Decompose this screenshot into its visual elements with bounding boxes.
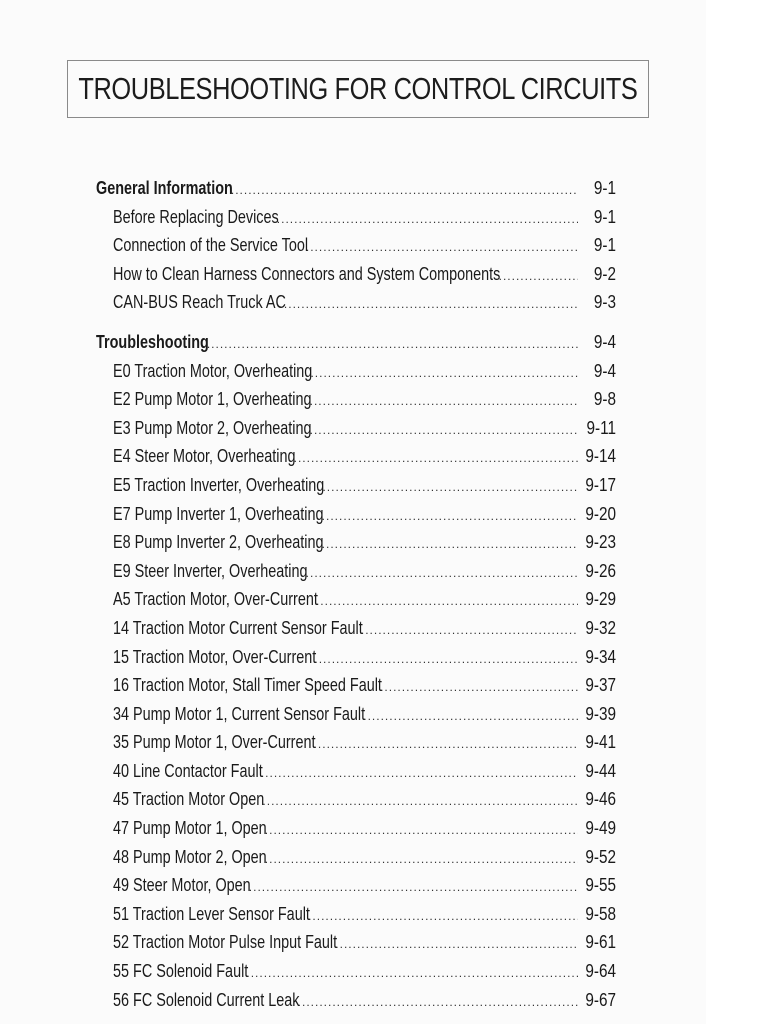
toc-entry[interactable] [96,986,616,1015]
toc-entry[interactable] [96,728,616,757]
table-of-contents [96,174,616,1025]
dot-leader [308,902,578,931]
dot-leader [322,530,578,559]
toc-page-number: 9-64 [585,961,616,982]
toc-page-number: 9-49 [585,818,616,839]
toc-entry[interactable] [96,957,616,986]
toc-entry[interactable] [96,557,616,586]
dot-leader [310,387,578,416]
dot-leader [207,330,578,359]
dot-leader [262,787,578,816]
toc-entry[interactable] [96,414,616,443]
toc-entry[interactable] [96,871,616,900]
toc-entry-label: E3 Pump Motor 2, Overheating [113,417,312,438]
toc-entry-label: A5 Traction Motor, Over-Current [113,589,318,610]
toc-entry-label: E5 Traction Inverter, Overheating [113,474,325,495]
toc-section [96,328,616,1014]
toc-page-number: 9-32 [585,617,616,638]
toc-page-number: 9-34 [585,646,616,667]
toc-entry-label: CAN-BUS Reach Truck AC [113,292,286,313]
toc-page-number: 9-14 [585,446,616,467]
toc-entry-label: Before Replacing Devices [113,206,279,227]
toc-page-number: 9-17 [585,474,616,495]
toc-entry-label: E9 Steer Inverter, Overheating [113,560,308,581]
toc-page-number: 9-41 [585,732,616,753]
toc-page-number: 9-29 [585,589,616,610]
dot-leader [306,233,578,262]
toc-page-number: 9-39 [585,703,616,724]
toc-entry-label: 15 Traction Motor, Over-Current [113,646,317,667]
toc-entry-label: 40 Line Contactor Fault [113,760,263,781]
dot-leader [294,444,578,473]
toc-entry[interactable] [96,928,616,957]
toc-entry[interactable] [96,900,616,929]
dot-leader [284,290,578,319]
dot-leader [314,730,578,759]
toc-entry[interactable] [96,585,616,614]
toc-entry-label: 14 Traction Motor Current Sensor Fault [113,617,363,638]
toc-entry-label: 47 Pump Motor 1, Open [113,818,267,839]
toc-entry[interactable] [96,614,616,643]
toc-page-number: 9-3 [593,292,616,313]
toc-page-number: 9-58 [585,903,616,924]
toc-entry-label: E4 Steer Motor, Overheating [113,446,296,467]
toc-entry-label: E2 Pump Motor 1, Overheating [113,389,312,410]
toc-entry[interactable] [96,500,616,529]
toc-page-number: 9-11 [586,417,616,438]
dot-leader [277,205,578,234]
toc-page-number: 9-8 [593,389,616,410]
toc-page-number: 9-1 [593,206,616,227]
toc-entry-label: 55 FC Solenoid Fault [113,961,249,982]
toc-entry-label: 16 Traction Motor, Stall Timer Speed Fault [113,675,382,696]
toc-entry[interactable] [96,385,616,414]
toc-entry-label: 48 Pump Motor 2, Open [113,846,267,867]
dot-leader [363,702,578,731]
toc-page-number: 9-61 [585,932,616,953]
dot-leader [322,473,578,502]
toc-entry[interactable] [96,757,616,786]
toc-entry[interactable] [96,671,616,700]
toc-entry[interactable] [96,260,616,289]
toc-page-number: 9-37 [585,675,616,696]
toc-entry[interactable] [96,203,616,232]
dot-leader [380,673,578,702]
toc-entry[interactable] [96,643,616,672]
page-title: TROUBLESHOOTING FOR CONTROL CIRCUITS [78,71,638,106]
toc-entry[interactable] [96,471,616,500]
dot-leader [261,759,578,788]
toc-entry[interactable] [96,700,616,729]
toc-entry[interactable] [96,288,616,317]
toc-entry-label: E8 Pump Inverter 2, Overheating [113,532,324,553]
toc-entry-label: Connection of the Service Tool [113,235,309,256]
toc-page-number: 9-4 [593,360,616,381]
toc-entry-label: 45 Traction Motor Open [113,789,265,810]
toc-entry-label: General Information [96,178,233,198]
dot-leader [298,988,578,1017]
toc-page-number: 9-46 [585,789,616,810]
toc-entry-label: E0 Traction Motor, Overheating [113,360,313,381]
toc-entry[interactable] [96,843,616,872]
toc-section-heading[interactable] [96,174,616,203]
dot-leader [361,616,578,645]
toc-entry-label: 49 Steer Motor, Open [113,875,251,896]
toc-page-number: 9-44 [585,760,616,781]
dot-leader [249,873,578,902]
toc-entry-label: How to Clean Harness Connectors and System Components [113,263,501,284]
dot-leader [246,959,578,988]
dot-leader [322,502,578,531]
toc-entry-label: 56 FC Solenoid Current Leak [113,989,300,1010]
dot-leader [335,930,578,959]
toc-entry-label: 34 Pump Motor 1, Current Sensor Fault [113,703,366,724]
toc-entry-label: 51 Traction Lever Sensor Fault [113,903,310,924]
toc-page-number: 9-2 [593,263,616,284]
dot-leader [231,176,578,205]
toc-entry[interactable] [96,785,616,814]
toc-page-number: 9-1 [593,235,616,256]
dot-leader [310,359,578,388]
dot-leader [499,262,578,291]
toc-entry-label: Troubleshooting [96,331,209,352]
dot-leader [310,416,578,445]
toc-page-number: 9-55 [585,875,616,896]
toc-section [96,174,616,317]
toc-page-number: 9-1 [593,178,616,198]
dot-leader [265,845,578,874]
dot-leader [316,587,578,616]
toc-page-number: 9-52 [585,846,616,867]
dot-leader [306,559,578,588]
dot-leader [314,645,578,674]
page-margin [706,0,768,1024]
toc-page-number: 9-67 [585,989,616,1010]
toc-page-number: 9-20 [585,503,616,524]
toc-entry-label: E7 Pump Inverter 1, Overheating [113,503,324,524]
toc-section-heading[interactable] [96,328,616,357]
toc-page-number: 9-4 [593,331,616,352]
toc-entry-label: 35 Pump Motor 1, Over-Current [113,732,316,753]
toc-entry[interactable] [96,357,616,386]
toc-entry[interactable] [96,231,616,260]
toc-page-number: 9-23 [585,532,616,553]
toc-entry[interactable] [96,442,616,471]
toc-entry-label: 52 Traction Motor Pulse Input Fault [113,932,338,953]
toc-entry[interactable] [96,528,616,557]
toc-page-number: 9-26 [585,560,616,581]
title-box [67,60,649,118]
dot-leader [265,816,578,845]
toc-entry[interactable] [96,814,616,843]
